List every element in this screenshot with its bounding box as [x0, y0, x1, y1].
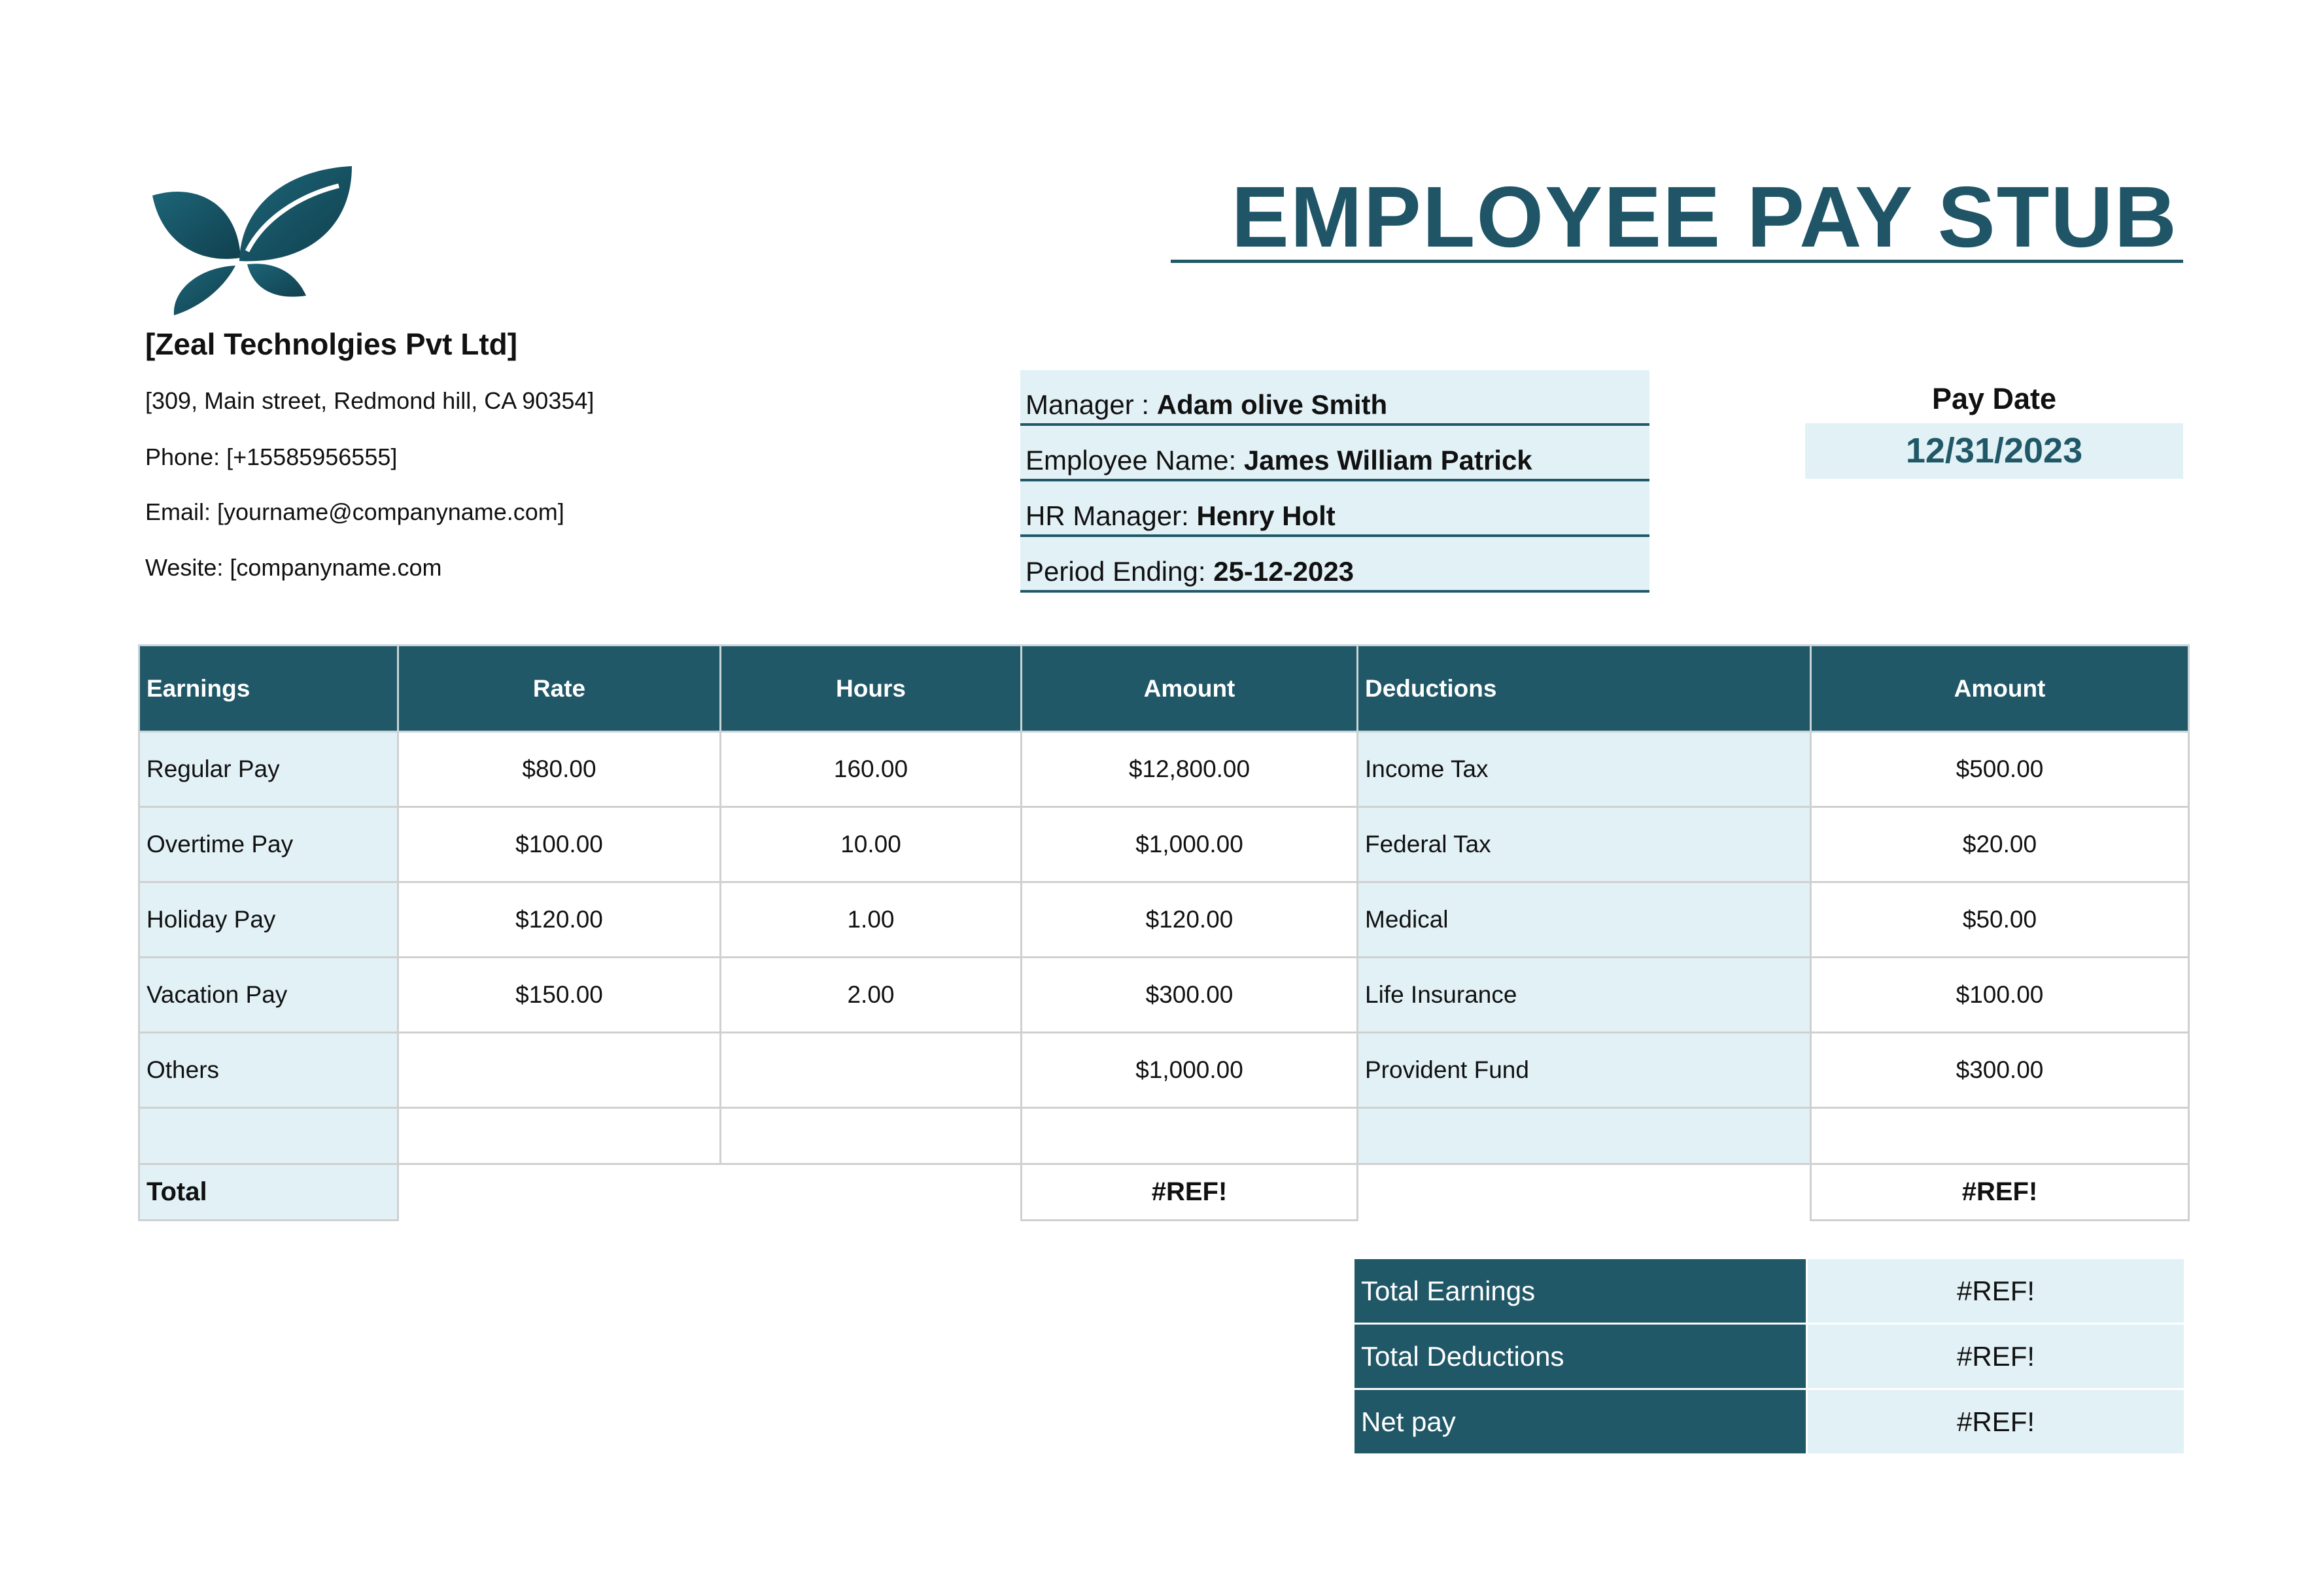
empty-cell — [721, 1108, 1022, 1164]
earning-type: Holiday Pay — [139, 882, 398, 958]
total-label: Total — [139, 1164, 398, 1221]
earning-type: Regular Pay — [139, 732, 398, 807]
earning-amount-cell: $12,800.00 — [1022, 732, 1358, 807]
net-pay-label: Net pay — [1354, 1389, 1807, 1455]
manager-label: Manager : — [1026, 389, 1157, 420]
empty-cell — [1022, 1108, 1358, 1164]
summary-row — [1354, 1258, 2185, 1324]
deduction-type: Medical — [1358, 882, 1811, 958]
hr-manager-value: Henry Holt — [1196, 500, 1336, 531]
table-row — [139, 1033, 2189, 1108]
period-ending-label: Period Ending: — [1026, 556, 1214, 587]
hours-cell: 2.00 — [721, 958, 1022, 1033]
manager-row — [1020, 370, 1649, 426]
empty-cell — [398, 1108, 721, 1164]
hours-cell: 160.00 — [721, 732, 1022, 807]
pay-date-label: Pay Date — [1931, 382, 2057, 415]
total-row — [139, 1164, 2189, 1221]
empty-cell — [1358, 1108, 1811, 1164]
rate-cell — [398, 1033, 721, 1108]
total-deductions-label: Total Deductions — [1354, 1324, 1807, 1389]
manager-value: Adam olive Smith — [1156, 389, 1388, 420]
earning-type: Vacation Pay — [139, 958, 398, 1033]
deduction-type: Income Tax — [1358, 732, 1811, 807]
rate-cell: $150.00 — [398, 958, 721, 1033]
empty-cell — [139, 1108, 398, 1164]
header-rate: Rate — [398, 646, 721, 732]
summary-row — [1354, 1389, 2185, 1455]
company-logo-icon — [149, 166, 358, 317]
header-earnings: Earnings — [139, 646, 398, 732]
earning-type: Overtime Pay — [139, 807, 398, 882]
earning-amount-cell: $300.00 — [1022, 958, 1358, 1033]
rate-cell: $100.00 — [398, 807, 721, 882]
deduction-amount-cell: $20.00 — [1811, 807, 2189, 882]
hours-cell: 10.00 — [721, 807, 1022, 882]
header-hours: Hours — [721, 646, 1022, 732]
pay-date-value: 12/31/2023 — [1805, 423, 2183, 479]
earnings-deductions-table — [138, 644, 2190, 1221]
period-ending-value: 25-12-2023 — [1213, 556, 1354, 587]
header-earnings-amount: Amount — [1022, 646, 1358, 732]
summary-table — [1353, 1257, 2186, 1455]
table-row — [139, 958, 2189, 1033]
total-earnings-value: #REF! — [1807, 1258, 2185, 1324]
hours-cell: 1.00 — [721, 882, 1022, 958]
company-phone: Phone: [+15585956555] — [145, 443, 398, 470]
table-header-row — [139, 646, 2189, 732]
earning-type: Others — [139, 1033, 398, 1108]
hr-manager-row — [1020, 481, 1649, 537]
empty-cell — [1811, 1108, 2189, 1164]
employee-label: Employee Name: — [1026, 445, 1244, 476]
page-title: EMPLOYEE PAY STUB — [1171, 171, 2183, 263]
earning-amount-cell: $1,000.00 — [1022, 1033, 1358, 1108]
earning-amount-cell: $1,000.00 — [1022, 807, 1358, 882]
hours-cell — [721, 1033, 1022, 1108]
deduction-amount-cell: $500.00 — [1811, 732, 2189, 807]
table-row — [139, 807, 2189, 882]
company-email: Email: [yourname@companyname.com] — [145, 498, 564, 525]
hr-manager-label: HR Manager: — [1026, 500, 1197, 531]
table-row — [139, 882, 2189, 958]
summary-row — [1354, 1324, 2185, 1389]
deduction-amount-cell: $100.00 — [1811, 958, 2189, 1033]
company-website: Wesite: [companyname.com — [145, 554, 442, 581]
empty-cell — [721, 1164, 1022, 1221]
rate-cell: $80.00 — [398, 732, 721, 807]
deduction-type: Provident Fund — [1358, 1033, 1811, 1108]
employee-row — [1020, 426, 1649, 481]
total-earnings-amount: #REF! — [1022, 1164, 1358, 1221]
company-name: [Zeal Technolgies Pvt Ltd] — [145, 327, 518, 361]
earning-amount-cell: $120.00 — [1022, 882, 1358, 958]
table-row — [139, 732, 2189, 807]
total-deductions-value: #REF! — [1807, 1324, 2185, 1389]
deduction-type: Federal Tax — [1358, 807, 1811, 882]
empty-cell — [1358, 1164, 1811, 1221]
company-address: [309, Main street, Redmond hill, CA 90354] — [145, 387, 595, 414]
header-deductions: Deductions — [1358, 646, 1811, 732]
rate-cell: $120.00 — [398, 882, 721, 958]
header-deductions-amount: Amount — [1811, 646, 2189, 732]
deduction-amount-cell: $50.00 — [1811, 882, 2189, 958]
empty-cell — [398, 1164, 721, 1221]
total-deductions-amount: #REF! — [1811, 1164, 2189, 1221]
deduction-amount-cell: $300.00 — [1811, 1033, 2189, 1108]
period-ending-row — [1020, 537, 1649, 593]
deduction-type: Life Insurance — [1358, 958, 1811, 1033]
employee-value: James William Patrick — [1243, 445, 1532, 476]
total-earnings-label: Total Earnings — [1354, 1258, 1807, 1324]
table-row-blank — [139, 1108, 2189, 1164]
net-pay-value: #REF! — [1807, 1389, 2185, 1455]
